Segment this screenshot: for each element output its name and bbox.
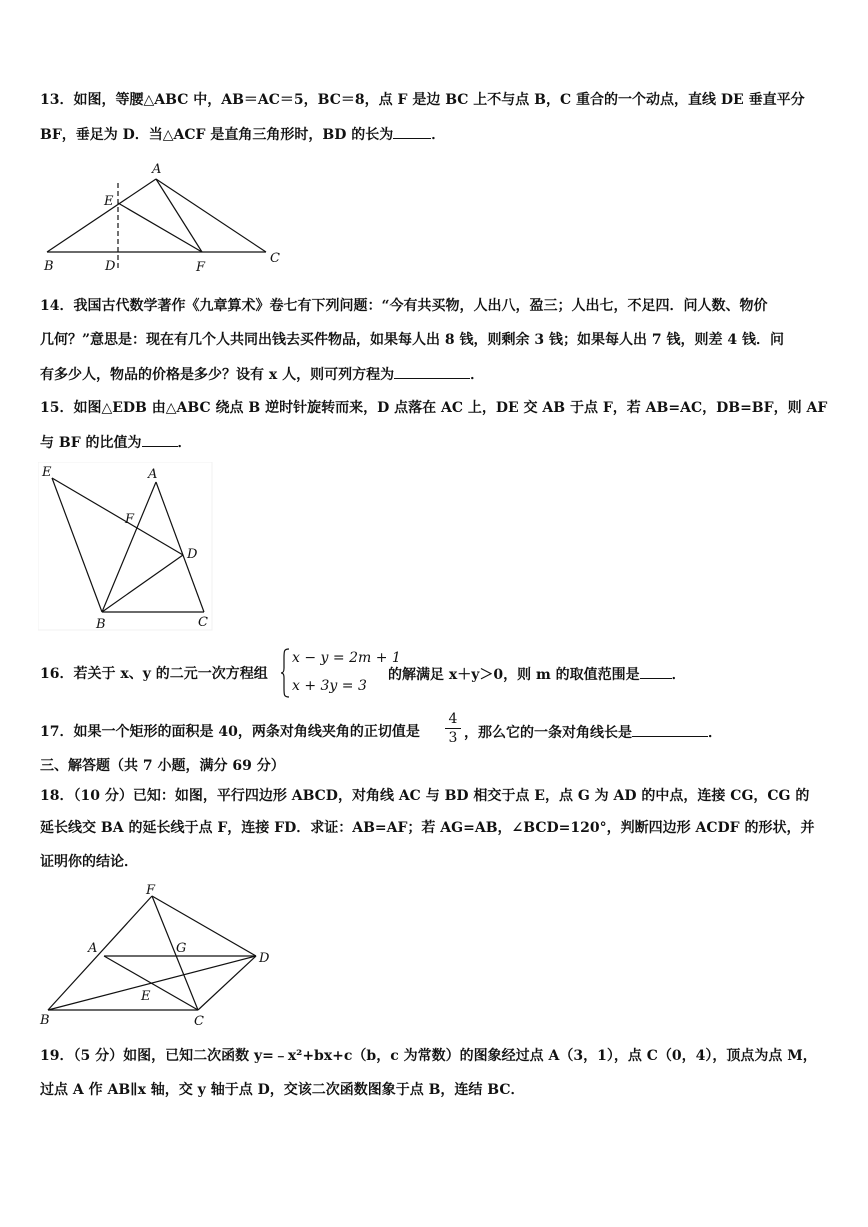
label-F: F bbox=[146, 883, 156, 898]
q15-figure bbox=[38, 462, 218, 634]
segment-BF bbox=[48, 896, 152, 1010]
q17-prefix: 17．如果一个矩形的面积是 40，两条对角线夹角的正切值是 bbox=[40, 724, 420, 740]
q14-line1: 14．我国古代数学著作《九章算术》卷七有下列问题：“今有共买物，人出八，盈三；人出七，不足四．问人数、物价 bbox=[40, 298, 768, 314]
q16-brace bbox=[280, 648, 290, 698]
label-E: E bbox=[42, 465, 52, 480]
q13-line2-text: BF，垂足为 D．当△ACF 是直角三角形时，BD 的长为 bbox=[40, 127, 394, 143]
answer-blank bbox=[393, 124, 431, 139]
segment-ED bbox=[52, 478, 183, 555]
q17-fraction bbox=[445, 710, 461, 747]
q13-line2 bbox=[40, 124, 445, 145]
segment-EB bbox=[52, 478, 102, 612]
label-A: A bbox=[152, 162, 162, 177]
q19-line1: 19．（5 分）如图，已知二次函数 y=﹣x²+bx+c（b，c 为常数）的图象经过点 A（3，1），点 C（0，4），顶点为点 M， bbox=[40, 1048, 817, 1064]
q14-line2: 几何？”意思是：现在有几个人共同出钱去买件物品，如果每人出 8 钱，则剩余 3 钱；如果每人出 7 钱，则差 4 钱．问 bbox=[40, 332, 785, 348]
label-D: D bbox=[259, 951, 270, 966]
q15-line2 bbox=[40, 432, 192, 453]
q17-suffix-text: ，那么它的一条对角线长是 bbox=[464, 725, 632, 741]
q15-line2-text: 与 BF 的比值为 bbox=[40, 435, 142, 451]
q13-line2-end: ． bbox=[431, 127, 446, 143]
q13-figure bbox=[38, 158, 288, 276]
label-F: F bbox=[196, 260, 206, 275]
q16-equation-1: x − y = 2m + 1 bbox=[292, 650, 401, 666]
label-D: D bbox=[105, 259, 116, 274]
answer-blank bbox=[142, 432, 178, 447]
label-A: A bbox=[88, 941, 98, 956]
label-E: E bbox=[141, 989, 151, 1004]
label-C: C bbox=[270, 251, 280, 266]
q18-line1: 18．（10 分）已知：如图，平行四边形 ABCD，对角线 AC 与 BD 相交于点 E，点 G 为 AD 的中点，连接 CG，CG 的 bbox=[40, 788, 810, 804]
label-B: B bbox=[40, 1013, 50, 1028]
label-E: E bbox=[104, 194, 114, 209]
label-C: C bbox=[198, 615, 208, 630]
q14-line3-text: 有多少人，物品的价格是多少？设有 x 人，则可列方程为 bbox=[40, 367, 395, 383]
fraction-numerator: 4 bbox=[448, 711, 458, 727]
segment-BD bbox=[48, 956, 256, 1010]
q17-suffix bbox=[464, 722, 722, 743]
q16-equation-2: x + 3y = 3 bbox=[292, 678, 367, 694]
segment-FC bbox=[152, 896, 198, 1010]
label-A: A bbox=[148, 467, 158, 482]
segment-AC bbox=[156, 179, 266, 252]
segment-FD bbox=[152, 896, 256, 956]
q15-line2-end: ． bbox=[177, 435, 192, 451]
answer-blank bbox=[640, 664, 672, 679]
q13-line1: 13．如图，等腰△ABC 中，AB＝AC＝5，BC＝8，点 F 是边 BC 上不与点 B，C 重合的一个动点，直线 DE 垂直平分 bbox=[40, 92, 805, 108]
label-C: C bbox=[194, 1014, 204, 1029]
segment-EF bbox=[118, 203, 202, 252]
q15-line1: 15．如图△EDB 由△ABC 绕点 B 逆时针旋转而来，D 点落在 AC 上，DE 交 AB 于点 F，若 AB=AC，DB=BF，则 AF bbox=[40, 400, 828, 416]
label-G: G bbox=[176, 941, 187, 956]
q18-line2: 延长线交 BA 的延长线于点 F，连接 FD．求证：AB=AF；若 AG=AB，∠BCD=120°，判断四边形 ACDF 的形状，并 bbox=[40, 820, 815, 836]
q14-line3-end: ． bbox=[470, 367, 485, 383]
section3-title: 三、解答题（共 7 小题，满分 69 分） bbox=[40, 758, 285, 774]
q16-suffix bbox=[388, 664, 686, 685]
segment-AF bbox=[156, 179, 202, 252]
q16-suffix-end: ． bbox=[671, 667, 686, 683]
answer-blank bbox=[394, 364, 470, 379]
fraction-denominator: 3 bbox=[448, 730, 458, 746]
q14-line3 bbox=[40, 364, 484, 385]
q19-line2: 过点 A 作 AB∥x 轴，交 y 轴于点 D，交该二次函数图象于点 B，连结 BC． bbox=[40, 1082, 525, 1098]
q16-prefix: 16．若关于 x、y 的二元一次方程组 bbox=[40, 666, 268, 682]
answer-blank bbox=[632, 722, 708, 737]
label-D: D bbox=[187, 547, 198, 562]
label-F: F bbox=[125, 512, 135, 527]
label-B: B bbox=[44, 259, 54, 274]
q16-suffix-text: 的解满足 x＋y＞0，则 m 的取值范围是 bbox=[388, 667, 640, 683]
q17-suffix-end: ． bbox=[708, 725, 722, 741]
q18-figure bbox=[38, 882, 278, 1030]
q18-line3: 证明你的结论． bbox=[40, 854, 138, 870]
label-B: B bbox=[96, 617, 106, 632]
